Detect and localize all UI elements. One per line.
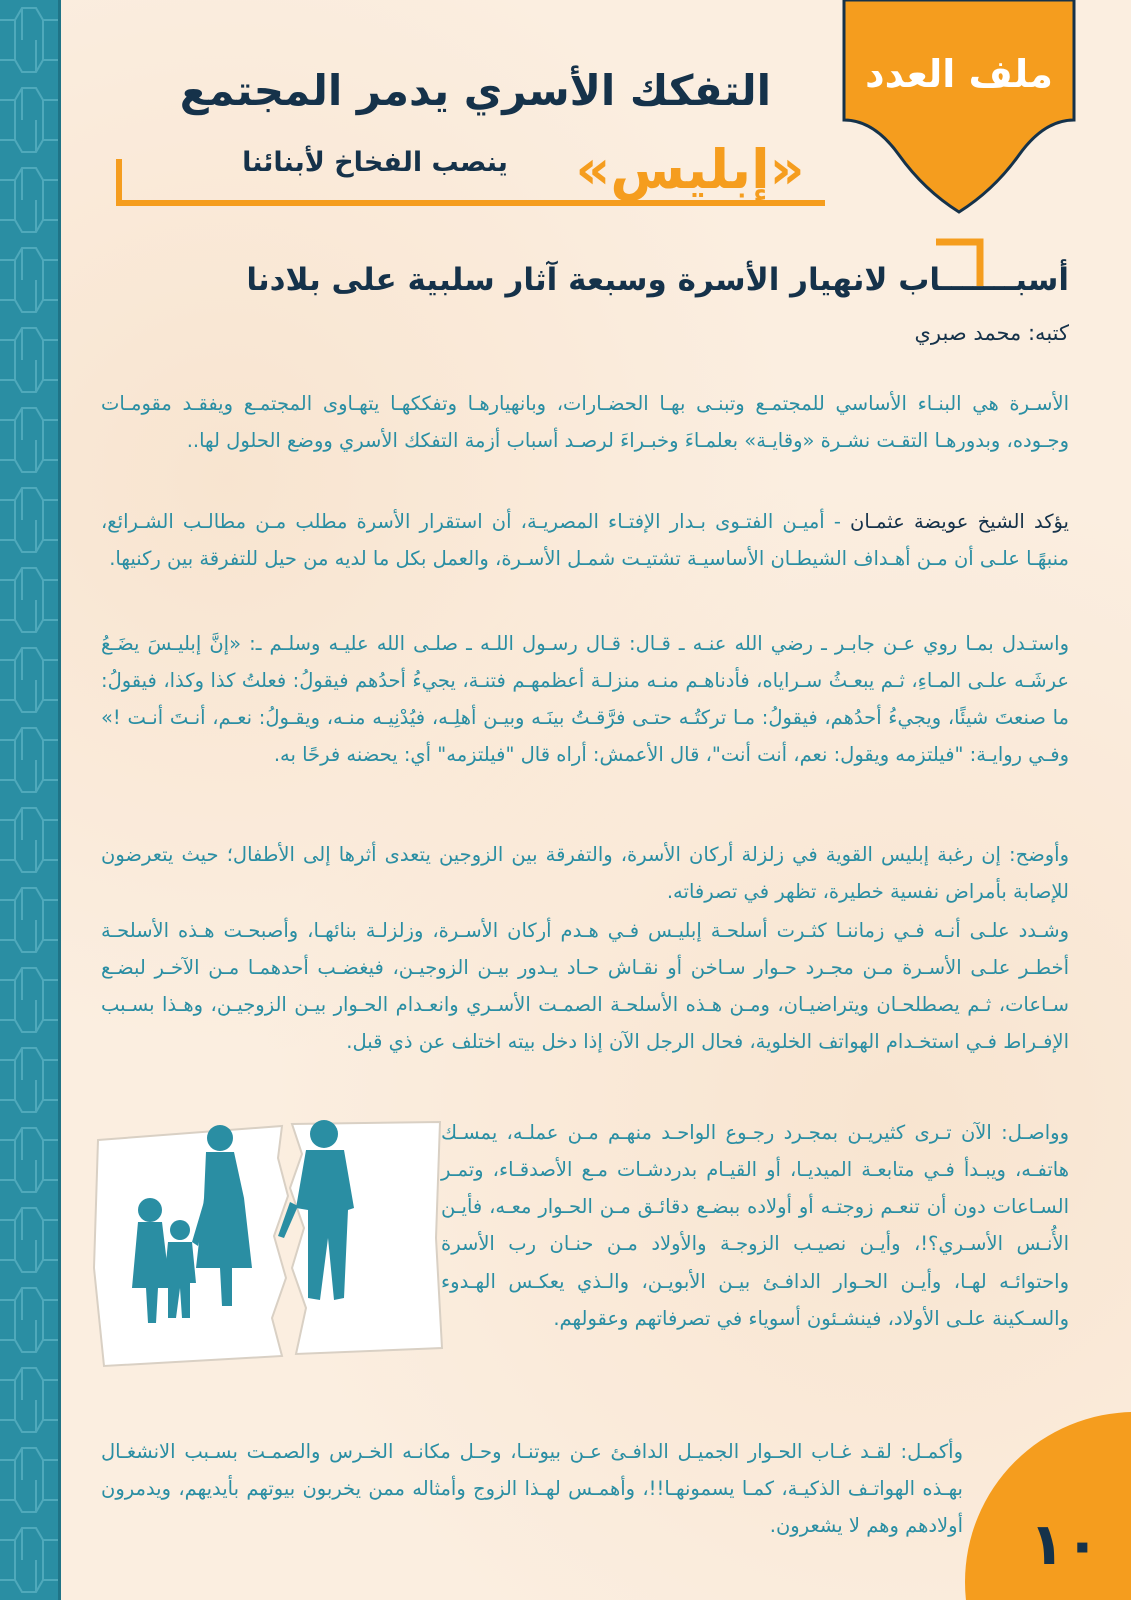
paragraph-6: وواصـل: الآن تـرى كثيريـن بمجـرد رجـوع الواحـد منهـم مـن عملـه، يمسـك هاتفـه، ويبـدأ فـي متابعـة الميديـا، أو القيـام بدردشـات مـع الأصدقـاء، وتمـر السـاعات دون أن تنعـم زوجتـه أو أولاده ببضـع دقائـق مـن الحـوار معـه، فأيـن الأُنـس الأسـري؟!، وأيـن نصيـب الزوجـة والأولاد مـن حنـان رب الأسرة واحتوائـه لهـا، وأيـن الحـوار الدافـئ بيـن الأبويـن، والـذي يعكـس الهـدوء والسـكينة علـى الأولاد، فينشـئون أسوياء في تصرفاتهم وعقولهم. (441, 1120, 1069, 1330)
article-title: أسبـــــــاب لانهيار الأسرة وسبعة آثار سلبية على بلادنا (246, 262, 1069, 298)
paragraph-hadith: واستـدل بمـا روي عـن جابـر ـ رضي الله عنـه ـ قـال: قـال رسـول اللـه ـ صلـى الله عليـه وسلـم ـ: «إنَّ إبليـسَ يضَـعُ عرشَـه علـى المـاءِ، ثـم يبعـثُ سـراياه، فأدناهـم منـه منزلـة أعظمهـم فتنـة، يجيءُ أحدُهم فيقولُ: فعلتُ كذا وكذا، فيقولُ: ما صنعتَ شيئًا، ويجيءُ أحدُهم، فيقولُ: مـا تركتُـه حتـى فرَّقـتُ بينَـه وبيـن أهلِـه، فيُدْنِيـه منـه، ويقـولُ: نعـم، أنـتَ أنـت !» وفـي روايـة: "فيلتزمه ويقول: نعم، أنت أنت"، قال الأعمش: أراه قال "فيلتزمه" أي: يحضنه فرحًا به. (101, 631, 1069, 767)
pattern-icon (0, 0, 58, 1600)
paragraph-2-text: - أميـن الفتـوى بـدار الإفتـاء المصريـة، أن استقرار الأسرة مطلب مـن مطالـب الشـرائع، منبهًـا علـى أن مـن أهـداف الشيطـان الأساسيـة تشتيـت شمـل الأسـرة، والعمل بكل ما لديه من حيل للتفرقة بين ركنيها. (101, 509, 1069, 570)
badge-label: ملف العدد (865, 52, 1053, 96)
strip-edge (58, 0, 61, 1600)
paragraph-7: وأكمـل: لقـد غـاب الحـوار الجميـل الدافـئ عـن بيوتنـا، وحـل مكانـه الخـرس والصمـت بسـبب الانشغـال بهـذه الهواتـف الذكيـة، كمـا يسمونهـا!!، وأهمـس لهـذا الزوج وأمثاله ممن يخربون بيوتهم بأيديهم، ويدمرون أولادهم وهم لا يشعرون. (101, 1439, 963, 1538)
paragraph-4: وأوضح: إن رغبة إبليس القوية في زلزلة أركان الأسرة، والتفرقة بين الزوجين يتعدى أثرها إلى الأطفال؛ حيث يتعرضون للإصابة بأمراض نفسية خطيرة، تظهر في تصرفاته. (101, 842, 1069, 903)
page-headline: التفكك الأسري يدمر المجتمع (179, 66, 771, 115)
paragraph-5: وشـدد علـى أنـه فـي زماننـا كثـرت أسلحـة إبليـس فـي هـدم أركان الأسـرة، وزلزلـة بنائهـا، وأصبحـت هـذه الأسلحـة أخطـر علـى الأسـرة مـن مجـرد حـوار سـاخن أو نقـاش حـاد يـدور بيـن الزوجيـن، فيغضـب أحدهمـا مـن الآخـر لبضـع سـاعات، ثـم يصطلحـان ويتراضيـان، ومـن هـذه الأسلحـة الصمـت الأسـري وانعـدام الحـوار بيـن الزوجيـن، وهـذا بسـبب الإفـراط فـي استخـدام الهواتف الخلوية، فحال الرجل الآن إذا دخل بيته اختلف عن ذي قبل. (101, 918, 1069, 1054)
subheadline: ينصب الفخاخ لأبنائنا (242, 147, 508, 178)
page-number: ١٠ (1029, 1510, 1100, 1578)
paragraph-intro: الأسـرة هي البنـاء الأساسي للمجتمـع وتبنـى بهـا الحضـارات، وبانهيارهـا وتفككهـا يتهـاوى المجتمـع ويفقـد مقومـات وجـوده، وبدورهـا التقـت نشـرة «وقايـة» بعلمـاءَ وخبـراءَ لرصـد أسباب أزمة التفكك الأسري ووضع الحلول لها.. (101, 391, 1069, 452)
issue-file-badge (834, 0, 1084, 215)
article-byline: كتبه: محمد صبري (914, 321, 1069, 345)
highlight-word: «إبليس» (575, 138, 805, 201)
speaker-name: يؤكد الشيخ عويضة عثمـان (850, 509, 1069, 533)
paragraph-2 (101, 503, 1069, 578)
torn-family-photo (92, 1118, 444, 1368)
decorative-side-strip (0, 0, 58, 1600)
